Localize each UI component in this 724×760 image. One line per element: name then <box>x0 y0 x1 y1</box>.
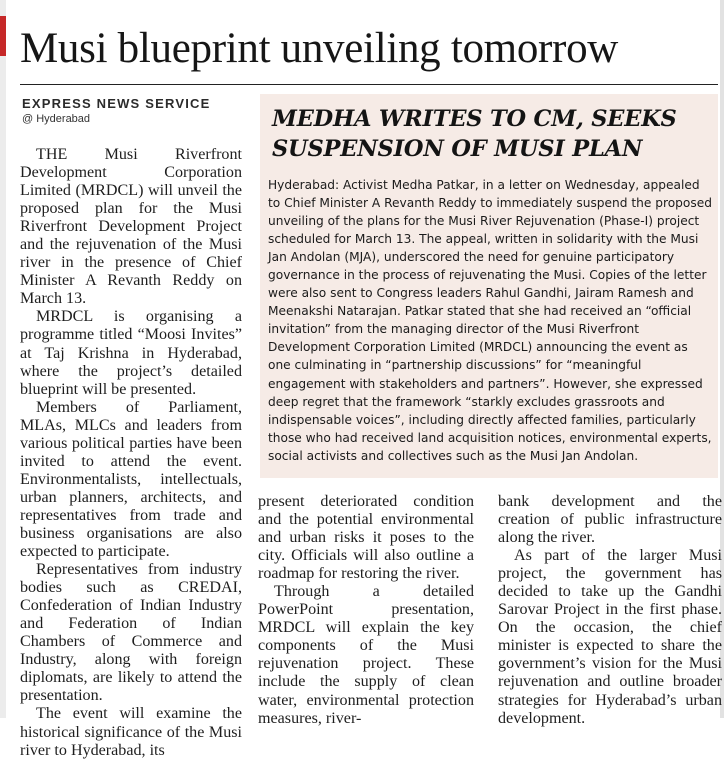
article-column-1 <box>20 146 242 760</box>
paragraph: THE Musi Riverfront Development Corporation Limited (MRDCL) will unveil the proposed plan for the Musi Riverfront Development Project and the rejuvenation of the Musi river in the presence of Chief Minister A Revanth Reddy on March 13. <box>20 146 242 308</box>
dateline: @ Hyderabad <box>22 113 91 125</box>
byline: EXPRESS NEWS SERVICE <box>22 96 211 111</box>
article-column-3 <box>498 493 722 728</box>
paragraph: As part of the larger Musi project, the government has decided to take up the Gandhi Sarovar Project in the first phase. On the occasion, the chief minister is expected to share the government’s vision for the Musi rejuvenation and outline broader strategies for Hyderabad’s urban development. <box>498 547 722 727</box>
page-edge-left <box>0 0 6 718</box>
paragraph: The event will examine the historical significance of the Musi river to Hyderabad, its <box>20 705 242 759</box>
headline: Musi blueprint unveiling tomorrow <box>20 25 619 72</box>
sidebar-headline: MEDHA WRITES TO CM, SEEKS SUSPENSION OF MUSI PLAN <box>272 106 677 162</box>
sidebar-body: Hyderabad: Activist Medha Patkar, in a letter on Wednesday, appealed to Chief Minister A Revanth Reddy to immediately suspend the proposed unveiling of the plans for the Musi River Rejuvenation (Phase-I) project scheduled for March 13. The appeal, written in solidarity with the Musi Jan Andolan (MJA), underscored the need for genuine participatory governance in the process of rejuvenating the Musi. Copies of the letter were also sent to Congress leaders Rahul Gandhi, Jairam Ramesh and Meenakshi Natarajan. Patkar stated that she had received an “official invitation” from the managing director of the Musi Riverfront Development Corporation Limited (MRDCL) announcing the event as one culminating in “partnership discussions” for “meaningful engagement with stakeholders and partners”. However, she expressed deep regret that the framework “starkly excludes grassroots and indispensable voices”, including directly affected families, particularly those who had received land acquisition notices, environmental experts, social activists and collectives such as the Musi Jan Andolan. <box>268 178 712 463</box>
headline-rule <box>20 84 718 85</box>
paragraph: Through a detailed PowerPoint presentation, MRDCL will explain the key components of the Musi rejuvenation project. These include the supply of clean water, environmental protection measures, river- <box>258 583 474 727</box>
paragraph: present deteriorated condition and the potential environmental and urban risks it poses to the city. Officials will also outline a roadmap for restoring the river. <box>258 493 474 583</box>
paragraph: bank development and the creation of public infrastructure along the river. <box>498 493 722 547</box>
paragraph: MRDCL is organising a programme titled “Moosi Invites” at Taj Krishna in Hyderabad, where the project’s detailed blueprint will be presented. <box>20 308 242 398</box>
adjacent-story-edge <box>0 16 6 56</box>
paragraph: Members of Parliament, MLAs, MLCs and leaders from various political parties have been invited to attend the event. Environmentalists, intellectuals, urban planners, architects, and representatives from trade and business organisations are also expected to participate. <box>20 398 242 561</box>
article-column-2 <box>258 493 474 728</box>
paragraph: Representatives from industry bodies such as CREDAI, Confederation of Indian Industry and Federation of Indian Chambers of Commerce and Industry, along with foreign diplomats, are likely to attend the presentation. <box>20 561 242 705</box>
